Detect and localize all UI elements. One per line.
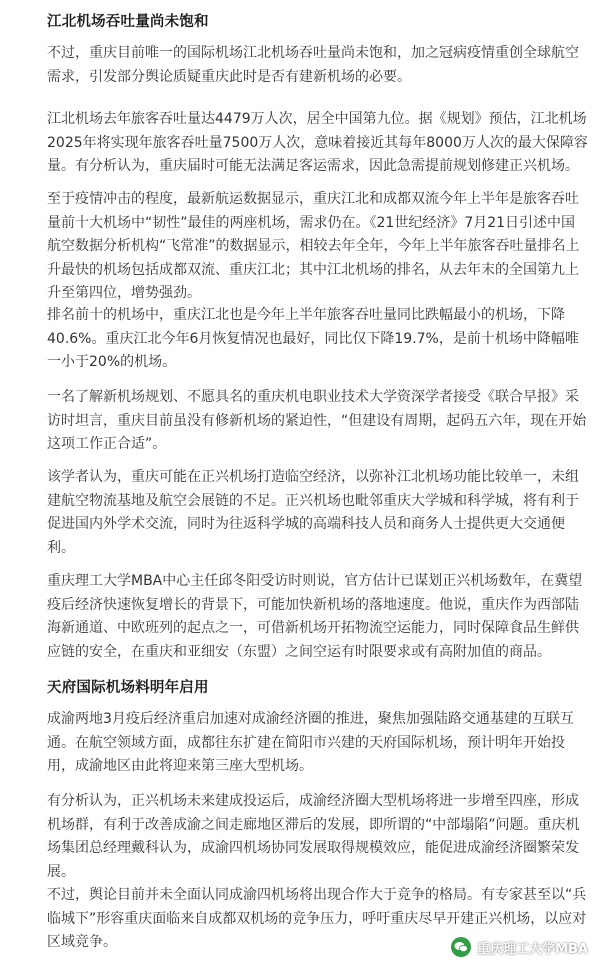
text-line: 成渝两地3月疫后经济重启加速对成渝经济圈的推进，聚焦加强陆路交通基建的互联互	[47, 711, 574, 727]
text-line: 展。	[47, 863, 75, 880]
text-line: 40.6%。重庆江北今年6月恢复情况也最好，同比仅下降19.7%，是前十机场中降幅唯	[47, 330, 579, 347]
text-line: 促进国内外学术交流，同时为往返科学城的高端科技人员和商务人士提供更大交通便	[47, 516, 565, 532]
text-line: 建航空物流基地及航空会展链的不足。正兴机场也毗邻重庆大学城和科学城，将有利于	[47, 492, 579, 509]
text-line: 该学者认为，重庆可能在正兴机场打造临空经济，以弥补江北机场功能比较单一，未组	[47, 469, 579, 485]
text-line: 场集团总经理戴科认为，成渝四机场协同发展取得规模效应，能促进成渝经济圈繁荣发	[47, 840, 579, 856]
text-line: 量前十大机场中“韧性”最佳的两座机场，需求仍在。《21世纪经济》7月21日引述中国	[47, 214, 576, 231]
text-line: 江北机场去年旅客吞吐量达4479万人次，居全中国第九位。据《规划》预估，江北机场	[47, 111, 587, 127]
paragraph	[47, 708, 574, 779]
text-line: 不过，重庆目前唯一的国际机场江北机场吞吐量尚未饱和，加之冠病疫情重创全球航空	[47, 45, 579, 61]
text-line: 升最快的机场包括成都双流、重庆江北；其中江北机场的排名，从去年末的全国第九上	[47, 261, 579, 278]
text-line: 应链的安全，在重庆和亚细安（东盟）之间空运有时限要求或有高附加值的商品。	[47, 643, 551, 660]
text-line: 访时坦言，重庆目前虽没有修新机场的紧迫性，“但建设有周期，起码五六年，现在开始	[47, 412, 587, 429]
text-line: 重庆理工大学MBA中心主任邱冬阳受访时则说，官方估计已谋划正兴机场数年，在冀望	[47, 573, 583, 589]
watermark	[451, 937, 588, 957]
text-line: 通。在航空领域方面，成都往东扩建在简阳市兴建的天府国际机场，预计明年开始投	[47, 734, 565, 751]
text-line: 用，成渝地区由此将迎来第三座大型机场。	[47, 758, 313, 774]
text-line: 不过，舆论目前并未全面认同成渝四机场将出现合作大于竞争的格局。有专家甚至以“兵	[47, 887, 587, 903]
paragraph	[47, 42, 579, 89]
text-line: 机场群，有利于改善成渝之间走廊地区滞后的发展，即所谓的“中部塌陷”问题。重庆机	[47, 816, 580, 833]
text-line: 临城下”形容重庆面临来自成都双机场的竞争压力，呼吁重庆尽早开建正兴机场，以应对	[47, 910, 587, 927]
text-line: 区域竞争。	[47, 934, 117, 950]
text-line: 升至第四位，增势强劲。	[47, 285, 201, 301]
text-line: 利。	[47, 539, 75, 556]
text-line: 航空数据分析机构“飞常准”的数据显示，相较去年全年，今年上半年旅客吞吐量排名上	[47, 238, 580, 254]
text-line: 疫后经济快速恢复增长的背景下，可能加快新机场的落地速度。他说，重庆作为西部陆	[47, 596, 579, 613]
text-line: 一名了解新机场规划、不愿具名的重庆机电职业技术大学资深学者接受《联合早报》采	[47, 389, 579, 405]
wechat-icon	[451, 937, 471, 957]
paragraph	[47, 304, 579, 375]
text-line: 至于疫情冲击的程度，最新航运数据显示，重庆江北和成都双流今年上半年是旅客吞吐	[47, 191, 579, 207]
paragraph	[47, 466, 579, 560]
text-line: 排名前十的机场中，重庆江北也是今年上半年旅客吞吐量同比跌幅最小的机场，下降	[47, 307, 565, 323]
text-line: 量。有分析认为，重庆届时可能无法满足客运需求，因此急需提前规划修建正兴机场。	[47, 158, 579, 174]
paragraph	[47, 188, 580, 306]
paragraph	[47, 790, 580, 884]
paragraph	[47, 570, 583, 664]
watermark-text: 重庆理工大学MBA	[477, 941, 588, 957]
text-line: 需求，引发部分舆论质疑重庆此时是否有建新机场的必要。	[47, 68, 411, 85]
section-heading-tianfu: 天府国际机场料明年启用	[47, 680, 209, 696]
paragraph	[47, 108, 588, 179]
text-line: 一小于20%的机场。	[47, 354, 177, 370]
text-line: 有分析认为，正兴机场未来建成投运后，成渝经济圈大型机场将进一步增至四座，形成	[47, 793, 579, 809]
paragraph	[47, 386, 587, 457]
text-line: 海新通道、中欧班列的起点之一，可借新机场开拓物流空运能力，同时保障食品生鲜供	[47, 620, 579, 636]
section-heading-jiangbei: 江北机场吞吐量尚未饱和	[47, 14, 209, 30]
text-line: 这项工作正合适”。	[47, 436, 167, 452]
text-line: 2025年将实现年旅客吞吐量7500万人次，意味着接近其每年8000万人次的最大保障容	[47, 134, 588, 151]
